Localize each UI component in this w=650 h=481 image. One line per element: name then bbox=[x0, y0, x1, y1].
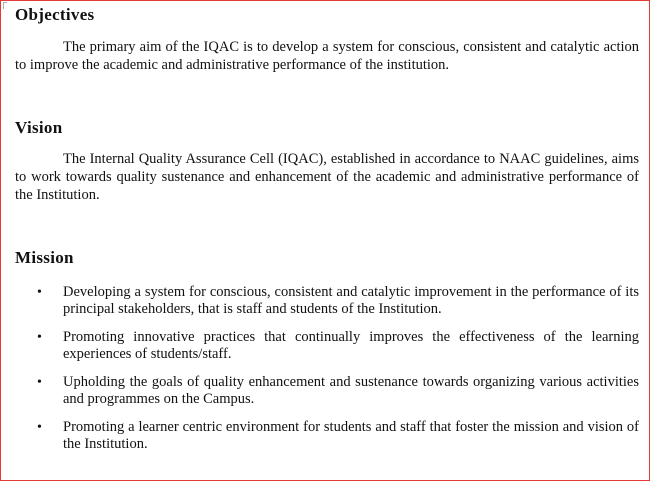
mission-list-item bbox=[15, 329, 639, 363]
mission-item-text: Upholding the goals of quality enhancement and sustenance towards organizing various activities and programmes on the Campus. bbox=[63, 374, 639, 407]
mission-heading: Mission bbox=[15, 248, 74, 267]
text-boundary-corner-mark bbox=[3, 2, 7, 9]
document-content bbox=[15, 5, 639, 464]
vision-heading: Vision bbox=[15, 118, 63, 137]
bullet-icon: • bbox=[37, 330, 42, 345]
bullet-icon: • bbox=[37, 375, 42, 390]
mission-item-text: Promoting a learner centric environment for students and staff that foster the mission and vision of the Institution. bbox=[63, 419, 639, 452]
bullet-icon: • bbox=[37, 285, 42, 300]
mission-item-text: Developing a system for conscious, consistent and catalytic improvement in the performance of its principal stakeholders, that is staff and students of the Institution. bbox=[63, 284, 639, 317]
objectives-heading: Objectives bbox=[15, 5, 95, 24]
vision-paragraph: The Internal Quality Assurance Cell (IQAC), established in accordance to NAAC guidelines, aims to work towards quality sustenance and enhancement of the academic and administrative performance of the Institution. bbox=[15, 151, 639, 203]
mission-item-text: Promoting innovative practices that continually improves the effectiveness of the learning experiences of students/staff. bbox=[63, 329, 639, 362]
mission-list-item bbox=[15, 284, 639, 318]
mission-list-item bbox=[15, 374, 639, 408]
bullet-icon: • bbox=[37, 420, 42, 435]
objectives-paragraph: The primary aim of the IQAC is to develop a system for conscious, consistent and catalytic action to improve the academic and administrative performance of the institution. bbox=[15, 39, 639, 73]
mission-list bbox=[15, 284, 639, 453]
mission-list-item bbox=[15, 419, 639, 453]
